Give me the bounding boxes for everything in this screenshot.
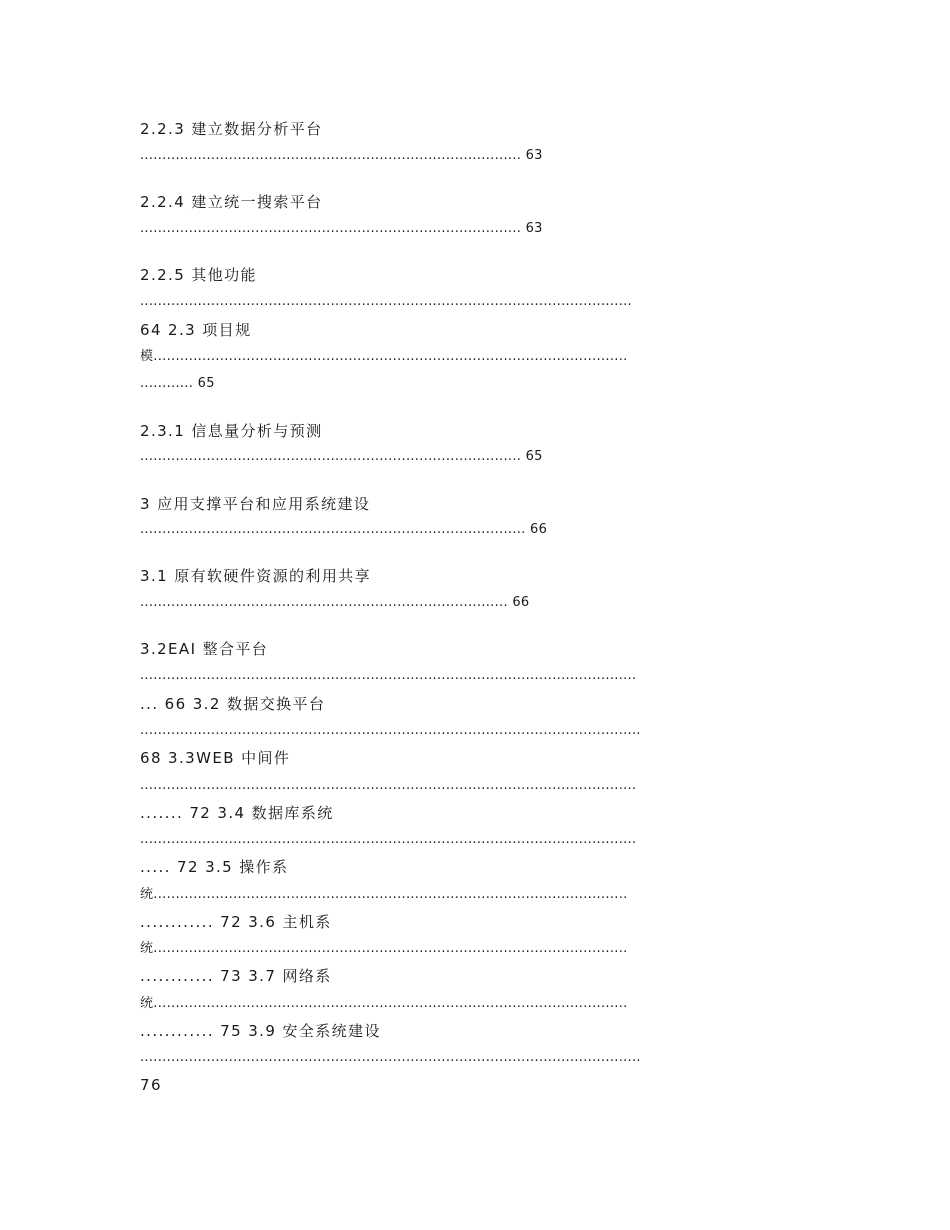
toc-line: ....... 72 3.4 数据库系统: [140, 804, 334, 822]
toc-leader: 统...........................................................................................................: [140, 996, 628, 1011]
toc-leader: 统...........................................................................................................: [140, 941, 628, 956]
toc-leader: .................................................................................................................: [140, 1050, 641, 1065]
toc-heading: 2.2.5 其他功能: [140, 266, 257, 284]
toc-line: ... 66 3.2 数据交换平台: [140, 695, 326, 713]
toc-leader: ................................................................................................................: [140, 778, 637, 793]
toc-leader: .................................................................................................................: [140, 723, 641, 738]
toc-leader: ....................................................................................... 66: [140, 522, 548, 537]
toc-line: ............ 72 3.6 主机系: [140, 913, 332, 931]
toc-leader: ...................................................................................... 63: [140, 148, 543, 163]
toc-heading: 2.2.3 建立数据分析平台: [140, 120, 323, 138]
toc-heading: 2.3.1 信息量分析与预测: [140, 422, 323, 440]
toc-leader: ................................................................................... 66: [140, 595, 530, 610]
toc-leader: ...................................................................................... 65: [140, 449, 543, 464]
toc-heading: 3.1 原有软硬件资源的利用共享: [140, 567, 372, 585]
toc-heading: 2.2.4 建立统一搜索平台: [140, 193, 323, 211]
toc-line: ............ 73 3.7 网络系: [140, 967, 332, 985]
toc-leader: ................................................................................................................: [140, 668, 637, 683]
toc-page-number: 76: [140, 1076, 162, 1094]
toc-leader: 统...........................................................................................................: [140, 887, 628, 902]
toc-leader: ............ 65: [140, 376, 215, 391]
toc-line: 64 2.3 项目规: [140, 321, 252, 339]
toc-heading: 3.2EAI 整合平台: [140, 640, 269, 658]
toc-line: 68 3.3WEB 中间件: [140, 749, 291, 767]
toc-leader: 模...........................................................................................................: [140, 349, 628, 364]
toc-line: ............ 75 3.9 安全系统建设: [140, 1022, 381, 1040]
toc-leader: ................................................................................................................: [140, 832, 637, 847]
toc-heading: 3 应用支撑平台和应用系统建设: [140, 495, 371, 513]
toc-leader: ...................................................................................... 63: [140, 221, 543, 236]
toc-line: ..... 72 3.5 操作系: [140, 858, 289, 876]
toc-leader: ...............................................................................................................: [140, 294, 632, 309]
